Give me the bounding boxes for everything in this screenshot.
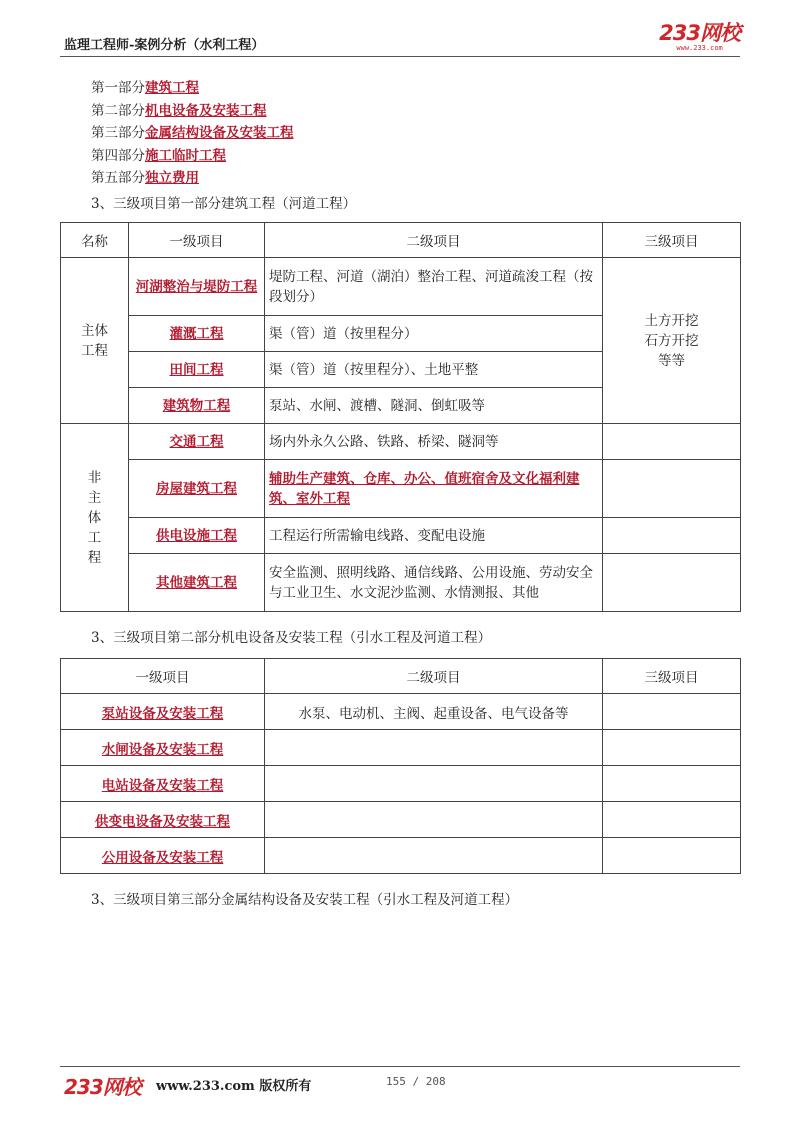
group-text: 程	[87, 549, 102, 566]
level1-link[interactable]: 田间工程	[169, 361, 224, 378]
level2-cell: 水泵、电动机、主阀、起重设备、电气设备等	[265, 694, 603, 730]
level2-cell	[265, 802, 603, 838]
group-text: 工程	[81, 342, 108, 359]
level1-link[interactable]: 电站设备及安装工程	[101, 777, 224, 794]
building-table	[60, 222, 741, 612]
level2-cell: 渠（管）道（按里程分）、土地平整	[265, 352, 603, 388]
level1-link[interactable]: 水闸设备及安装工程	[101, 741, 224, 758]
parts-list	[91, 77, 294, 190]
level1-link[interactable]: 建筑物工程	[162, 397, 231, 414]
table-row	[61, 730, 741, 766]
level2-cell: 泵站、水闸、渡槽、隧洞、倒虹吸等	[265, 388, 603, 424]
table-row	[61, 424, 741, 460]
level3-item: 等等	[658, 352, 685, 369]
level2-cell	[265, 838, 603, 874]
level3-cell	[603, 554, 741, 612]
part-prefix: 第五部分	[91, 170, 145, 186]
group-text: 主体	[81, 322, 108, 339]
level2-cell: 渠（管）道（按里程分）	[265, 316, 603, 352]
col-header: 一级项目	[61, 659, 265, 694]
table-row	[61, 258, 741, 316]
page-header	[60, 22, 740, 57]
section-heading-2: 3、三级项目第二部分机电设备及安装工程（引水工程及河道工程）	[91, 630, 492, 646]
part-item	[91, 77, 294, 100]
level3-cell	[603, 766, 741, 802]
table-row	[61, 838, 741, 874]
part-item	[91, 100, 294, 123]
level2-cell	[265, 766, 603, 802]
level3-cell	[603, 460, 741, 518]
level3-cell	[603, 258, 741, 424]
table-row	[61, 460, 741, 518]
section-heading-3: 3、三级项目第三部分金属结构设备及安装工程（引水工程及河道工程）	[91, 892, 519, 908]
level1-link[interactable]: 房屋建筑工程	[156, 480, 237, 497]
level2-cell	[265, 730, 603, 766]
col-header: 三级项目	[603, 659, 741, 694]
col-header: 二级项目	[265, 659, 603, 694]
level2-cell: 堤防工程、河道（湖泊）整治工程、河道疏浚工程（按段划分）	[265, 258, 603, 316]
section-heading-1: 3、三级项目第一部分建筑工程（河道工程）	[91, 196, 357, 212]
level1-link[interactable]: 河湖整治与堤防工程	[135, 278, 258, 295]
table-row	[61, 766, 741, 802]
page-number: 155 / 208	[386, 1075, 446, 1088]
table-header-row	[61, 223, 741, 258]
footer-site[interactable]: www.233.com 版权所有	[156, 1079, 312, 1094]
site-logo	[659, 22, 740, 52]
group-other	[61, 424, 129, 612]
level3-item: 土方开挖	[644, 312, 699, 329]
part-link[interactable]: 施工临时工程	[145, 147, 226, 164]
part-item	[91, 167, 294, 190]
group-text: 非	[87, 469, 102, 486]
part-link[interactable]: 金属结构设备及安装工程	[145, 125, 294, 141]
page-footer	[60, 1066, 740, 1097]
group-text: 体	[87, 509, 102, 526]
part-link[interactable]: 建筑工程	[145, 80, 199, 96]
table-row	[61, 554, 741, 612]
level3-cell	[603, 838, 741, 874]
level1-link[interactable]: 交通工程	[169, 433, 224, 450]
col-header: 二级项目	[265, 223, 603, 258]
part-item	[91, 122, 294, 145]
part-link[interactable]: 独立费用	[145, 170, 199, 186]
level3-cell	[603, 730, 741, 766]
table-header-row	[61, 659, 741, 694]
part-prefix: 第一部分	[91, 80, 145, 96]
level1-link[interactable]: 公用设备及安装工程	[101, 849, 224, 866]
level3-cell	[603, 694, 741, 730]
part-item	[91, 145, 294, 168]
level1-link[interactable]: 供变电设备及安装工程	[95, 813, 230, 830]
part-prefix: 第四部分	[91, 147, 145, 164]
level2-link[interactable]: 辅助生产建筑、仓库、办公、值班宿舍及文化福利建筑、室外工程	[269, 470, 580, 507]
level1-link[interactable]: 灌溉工程	[169, 325, 224, 342]
header-title: 监理工程师-案例分析（水利工程）	[64, 38, 265, 53]
table-row	[61, 518, 741, 554]
group-main	[61, 258, 129, 424]
level3-cell	[603, 424, 741, 460]
logo-mark: 233网校	[659, 21, 740, 45]
level3-item: 石方开挖	[644, 332, 699, 349]
level1-link[interactable]: 泵站设备及安装工程	[101, 705, 224, 722]
mech-table	[60, 658, 741, 874]
level2-cell: 场内外永久公路、铁路、桥梁、隧洞等	[265, 424, 603, 460]
table-row	[61, 802, 741, 838]
level3-cell	[603, 802, 741, 838]
group-text: 工	[87, 529, 102, 546]
level2-cell: 工程运行所需输电线路、变配电设施	[265, 518, 603, 554]
level2-cell: 安全监测、照明线路、通信线路、公用设施、劳动安全与工业卫生、水文泥沙监测、水情测报、其他	[265, 554, 603, 612]
col-header: 一级项目	[129, 223, 265, 258]
part-prefix: 第二部分	[91, 102, 145, 119]
level3-cell	[603, 518, 741, 554]
col-header: 名称	[61, 223, 129, 258]
group-text: 主	[87, 489, 102, 506]
part-link[interactable]: 机电设备及安装工程	[145, 102, 267, 119]
logo-url: www.233.com	[676, 44, 723, 52]
table-row	[61, 694, 741, 730]
part-prefix: 第三部分	[91, 125, 145, 141]
level1-link[interactable]: 供电设施工程	[156, 527, 237, 544]
footer-logo: 233网校	[64, 1075, 141, 1099]
level1-link[interactable]: 其他建筑工程	[156, 574, 237, 591]
col-header: 三级项目	[603, 223, 741, 258]
